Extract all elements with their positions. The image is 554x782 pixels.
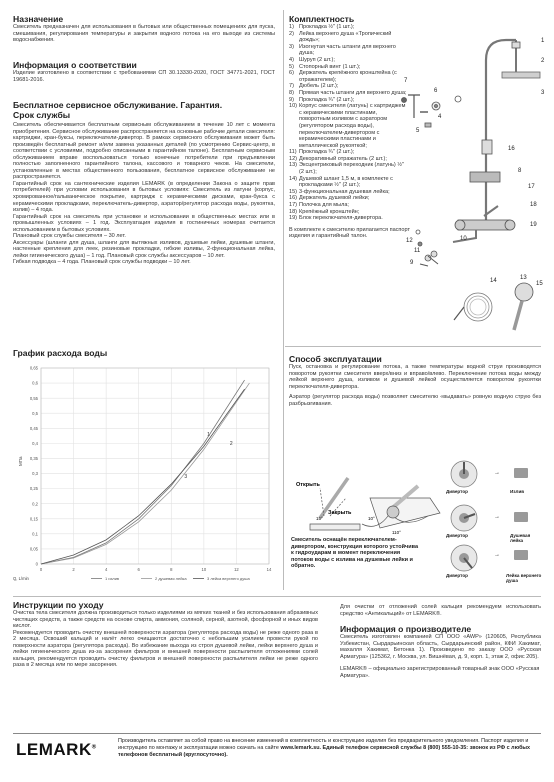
spout-icon bbox=[514, 468, 528, 478]
angle-label: 110° bbox=[392, 530, 401, 535]
x-tick-label: 10 bbox=[201, 567, 207, 572]
purpose-section bbox=[13, 14, 275, 44]
kit-item bbox=[289, 195, 407, 202]
callout-number: 18 bbox=[530, 202, 537, 208]
kit-item-text: Шуруп (2 шт.); bbox=[299, 56, 335, 63]
kit-item bbox=[289, 209, 407, 216]
brand-mark: ® bbox=[91, 744, 97, 751]
kit-item-text: Корпус смесителя (латунь) с картриджем с керамическими пластинами, поворотным изливом с аэратором (регулятором расхода воды), переключателем-дивертором с керамическими пластинами и металлической рукояткой; bbox=[299, 103, 406, 149]
dial-label: Дивертор bbox=[446, 533, 468, 538]
callout-number: 15 bbox=[536, 281, 543, 287]
kit-list bbox=[289, 24, 407, 222]
kit-item-text: Крепёжный кронштейн; bbox=[299, 208, 360, 215]
kit-item-text: Прокладка ¾" (2 шт.); bbox=[299, 96, 355, 103]
kit-item-number: 16) bbox=[289, 195, 298, 202]
callout-number: 19 bbox=[530, 222, 537, 228]
operation-title: Способ эксплуатации bbox=[289, 354, 382, 364]
kit-item-number: 18) bbox=[289, 208, 298, 215]
kit-item-text: Полочка для мыла; bbox=[299, 202, 349, 209]
kit-item-text: Держатель душевой лейки; bbox=[299, 195, 370, 202]
aerator-text: Аэратор (регулятор расхода воды) позволяет смесителю «выдавать» ровную водную струю без разбрызгивания. bbox=[289, 394, 541, 407]
callout-number: 16 bbox=[508, 146, 515, 152]
conformity-text: Изделие изготовлено в соответствии с требованиями СП 30.13330-2020, ГОСТ 34771-2021, ГОСТ 19681-2016. bbox=[13, 70, 275, 83]
mode-output-label: Лейка верхнего душа bbox=[506, 573, 542, 584]
rain-shower-icon bbox=[514, 550, 528, 560]
series-label: 3 bbox=[184, 474, 188, 481]
y-tick-label: 0,35 bbox=[29, 456, 38, 462]
close-label: Закрыть bbox=[328, 510, 352, 516]
x-tick-label: 4 bbox=[104, 567, 108, 572]
kit-item-number: 10) bbox=[289, 103, 298, 110]
kit-title: Комплектность bbox=[289, 14, 355, 24]
kit-item-number: 6) bbox=[289, 70, 294, 77]
purpose-text: Смеситель предназначен для использования в бытовых или общественных помещениях для пуска, смешивания, регулирования температуры и закрытия водного потока на его выходе из системы водоснабжения. bbox=[13, 24, 275, 44]
callout-number: 14 bbox=[490, 278, 497, 284]
arrow-icon: → bbox=[494, 514, 500, 520]
y-tick-label: 0,25 bbox=[29, 486, 38, 492]
conformity-title: Информация о соответствии bbox=[13, 60, 137, 70]
callout-number: 6 bbox=[434, 88, 438, 94]
kit-item-number: 8) bbox=[289, 89, 294, 96]
callout-number: 3 bbox=[541, 90, 545, 96]
mode-output-label: Излив bbox=[510, 489, 525, 494]
warranty-paragraph: Гарантийный срок на смеситель при установке и использовании в общественных местах или в промышленных условиях – 1 год. Эксплуатация изделия в гостиничных номерах считается использованием в бытовых условиях. bbox=[13, 213, 275, 233]
y-tick-label: 0,45 bbox=[29, 425, 38, 431]
warranty-paragraph: Плановый срок службы смесителя – 30 лет. bbox=[13, 233, 126, 240]
kit-item-text: Блок переключателя-дивертора. bbox=[299, 215, 383, 222]
care-title: Инструкции по уходу bbox=[13, 600, 104, 610]
kit-item-number: 3) bbox=[289, 43, 294, 50]
x-tick-label: 2 bbox=[72, 567, 75, 572]
warranty-paragraph: Аксессуары (шланги для душа, шланги для вытяжных изливов, душевые лейки, душевые штанги, настенные крепления для леек, резиновые прокладки, гибкие изливы, 2-функциональная лейка, лейки гигиенического душа) – 1 год. Плановый срок службы аксессуаров – 10 лет. bbox=[13, 239, 275, 259]
kit-item-number: 14) bbox=[289, 175, 298, 182]
y-tick-label: 0,55 bbox=[29, 395, 38, 401]
callout-number: 4 bbox=[438, 114, 442, 120]
kit-item-number: 17) bbox=[289, 202, 298, 209]
kit-item bbox=[289, 31, 407, 44]
kit-item-number: 13) bbox=[289, 162, 298, 169]
kit-item-text: Прокладка ¾" (2 шт.); bbox=[299, 149, 355, 156]
kit-item-text: Стопорный винт (1 шт.); bbox=[299, 63, 361, 70]
care-paragraph: Очистка тела смесителя должна производиться только изделиями из мягких тканей и без использования абразивных чистящих средств, а также средств на основе спирта, аммония, соляной, серной, азотной, фосфорной и иных видов кислот. bbox=[13, 610, 318, 630]
y-tick-label: 0 bbox=[35, 561, 38, 567]
legend-item: 1 излив bbox=[105, 576, 120, 581]
y-tick-label: 0,1 bbox=[32, 531, 38, 537]
kit-item-number: 19) bbox=[289, 215, 298, 222]
kit-item bbox=[289, 70, 407, 83]
callout-number: 12 bbox=[406, 238, 413, 244]
kit-section bbox=[289, 14, 411, 240]
kit-item-number: 15) bbox=[289, 188, 298, 195]
mode-row bbox=[444, 502, 544, 542]
y-tick-label: 0,15 bbox=[29, 516, 38, 522]
series-label: 2 bbox=[229, 440, 233, 447]
kit-item-text: Держатель крепёжного кронштейна (с отражателем); bbox=[299, 70, 397, 83]
diverter-note: Смеситель оснащён переключателем-дивертором, конструкция которого устойчива к гидроударам в момент переключения потоков воды с излива на душевые лейки и обратно. bbox=[291, 537, 419, 570]
kit-item bbox=[289, 149, 407, 156]
x-tick-label: 0 bbox=[39, 567, 43, 572]
y-tick-label: 0,2 bbox=[32, 501, 38, 507]
series-line bbox=[41, 389, 245, 564]
callout-number: 5 bbox=[416, 128, 420, 134]
callout-number: 10 bbox=[460, 236, 467, 242]
kit-item-number: 12) bbox=[289, 155, 298, 162]
arrow-icon: → bbox=[494, 552, 500, 558]
x-tick-label: 6 bbox=[137, 567, 140, 572]
kit-item-text: 3-функциональная душевая лейка; bbox=[299, 188, 390, 195]
kit-item-text: Изогнутая часть штанги для верхнего душа; bbox=[299, 43, 396, 57]
y-tick-label: 0,05 bbox=[29, 546, 38, 552]
legend-item: 2 душевая лейка bbox=[155, 576, 187, 581]
kit-item-number: 5) bbox=[289, 63, 294, 70]
mode-output-label: Душевая лейка bbox=[510, 533, 531, 543]
manufacturer-text: Смеситель изготовлен компанией СП ООО «AWP» (120605, Республика Узбекистан, Сырдарьинская область, Сырдарьинский район, КФИ Хакимат, махалля Хакимат, Бетонка 1). Произведено по заказу ООО «Русская Арматура» (125362, г. Москва, ул. Вишнёвая, д. 9, корп. 1, этаж 2, офис 205). bbox=[340, 634, 541, 660]
kit-item bbox=[289, 103, 407, 149]
warranty-paragraph: Смеситель обеспечивается бесплатным сервисным обслуживанием в течение 10 лет с момента приобретения. Сервисное обслуживание распространяется на основные рабочие детали смесителя: картриджи, кран-буксы, переключатели-дивертор. В рамках сервисного обслуживания может быть произведён бесплатный ремонт и/или замена указанных деталей (по усмотрению Сервис-центр, в соответствии с условиями, подробно описанными в гарантийном талоне). Бесплатным сервисным обслуживанием вправе воспользоваться только конечные потребители при предъявлении полностью заполненного гарантийного талона, кассового и товарного чеков. На смесители, установленные в местах общественного пользования, бесплатное сервисное обслуживание не распространяется. bbox=[13, 122, 275, 181]
kit-item bbox=[289, 97, 407, 104]
brand-name: LEMARK bbox=[16, 740, 92, 759]
footer-divider bbox=[13, 733, 541, 734]
series-label: 1 bbox=[207, 431, 210, 438]
x-tick-label: 14 bbox=[266, 567, 272, 572]
conformity-section bbox=[13, 60, 275, 83]
x-axis-label: Q, L/min bbox=[13, 576, 29, 581]
kit-item bbox=[289, 83, 407, 90]
kit-item-text: Дюбель (2 шт.); bbox=[299, 83, 339, 90]
brand-logo bbox=[16, 740, 97, 760]
product-drawing bbox=[398, 20, 548, 345]
section-divider bbox=[285, 346, 541, 347]
footer-line: . Единый телефон сервисной службы 8 (800) 555-10-35: звонок из РФ с любых телефонов бесплатный (круглосуточно). bbox=[118, 745, 531, 758]
y-tick-label: 0,5 bbox=[32, 410, 38, 416]
x-tick-label: 8 bbox=[170, 567, 173, 572]
angle-label: 10° bbox=[368, 516, 375, 521]
operation-text: Пуск, остановка и регулирование потока, а также температуры водной струи производятся поворотом рукоятки смесителя вверх/вниз и вправо/влево. Переключение потока воды между лейкой верхнего душа, изливом и душевой лейкой осуществляется поворотом рукоятки переключателя-дивертора. bbox=[289, 364, 541, 390]
operation-section bbox=[289, 354, 541, 407]
callout-number: 11 bbox=[414, 248, 421, 254]
calcium-text: Для очистки от отложений солей кальция рекомендуем использовать средство «Антикальций» от LEMARK®. bbox=[340, 604, 541, 617]
callout-number: 13 bbox=[520, 275, 527, 281]
callout-number: 17 bbox=[528, 184, 535, 190]
kit-item-number: 11) bbox=[289, 149, 297, 156]
y-tick-label: 0,4 bbox=[32, 440, 38, 446]
kit-item bbox=[289, 215, 407, 222]
hand-shower-icon bbox=[514, 512, 528, 522]
mode-row bbox=[444, 542, 544, 590]
warranty-paragraph: Гибкая подводка – 4 года. Плановый срок службы подводки – 10 лет. bbox=[13, 259, 191, 266]
flow-chart bbox=[13, 362, 275, 592]
y-tick-label: 0,6 bbox=[32, 380, 38, 386]
care-section bbox=[13, 600, 318, 669]
kit-item-text: Эксцентриковый переходник (латунь) ½" (2 шт.); bbox=[299, 162, 404, 176]
mode-row bbox=[444, 456, 544, 502]
kit-item bbox=[289, 44, 407, 57]
kit-item bbox=[289, 176, 407, 189]
care-paragraph: Рекомендуется проводить очистку внешней поверхности аэратора (регулятора расхода воды) не реже одного раза в 2 месяца. Освоший кальций и налёт легко очищаются достаточно с небольшим усилием провести рукой по поверхности аэратора (регулятора расхода). Во избежание выхода из строя душевой лейки, лейки верхнего душа и лейки гигиенического душа из-за засорения фильтров и внешней поверхности распылителя отложениями солей кальция, рекомендуется проводить очистку фильтров и внешней поверхности распылителя лейки не реже одного раза в 2 месяца или по мере засорения. bbox=[13, 629, 318, 669]
callout-number: 2 bbox=[541, 58, 545, 64]
footer-line: Производитель оставляет за собой право на внесение изменений в комплектность и конструкцию изделия без предварительного уведомления. Паспорт изделия и инструкцию по монтажу и эксплуатации можно скачать на сайте bbox=[118, 738, 529, 751]
angle-label: 15° bbox=[316, 516, 323, 521]
kit-item-text: Прокладка ½" (1 шт.); bbox=[299, 24, 355, 30]
kit-item-text: Прямая часть штанги для верхнего душа; bbox=[299, 89, 407, 96]
kit-item bbox=[289, 202, 407, 209]
callout-number: 8 bbox=[518, 168, 522, 174]
warranty-paragraph: Гарантийный срок на сантехнические изделия LEMARK (в определении Закона о защите прав потребителей) при условии использования в бытовых условиях: Смеситель из латуни (корпус, хромированное/гальваническое покрытие, картридж с керамическими дисками, кран-букса с керамическими прокладками, переключатель-дивертор, аэратор/регулятор расхода воды, рукоятка, излив) – 4 года. bbox=[13, 180, 275, 214]
legend-item: 3 лейка верхнего душа bbox=[207, 576, 250, 581]
kit-item bbox=[289, 90, 407, 97]
section-divider bbox=[13, 596, 541, 597]
kit-item-text: Лейка верхнего душа «Тропический дождь»; bbox=[299, 30, 392, 44]
dial-label: Дивертор bbox=[446, 573, 468, 578]
plot-frame bbox=[41, 368, 269, 564]
kit-item-text: Душевой шланг 1,5 м, в комплекте с прокладками ½" (2 шт.); bbox=[299, 175, 393, 189]
y-tick-label: 0,3 bbox=[32, 471, 38, 477]
callout-number: 1 bbox=[541, 38, 545, 44]
kit-item-number: 1) bbox=[289, 24, 294, 30]
kit-item-number: 4) bbox=[289, 56, 294, 63]
kit-item-number: 2) bbox=[289, 30, 294, 37]
rotation-diagram bbox=[290, 458, 445, 536]
column-divider bbox=[283, 10, 284, 590]
chart-section-title: График расхода воды bbox=[13, 348, 108, 358]
warranty-title: Бесплатное сервисное обслуживание. Гарантия. Срок службы bbox=[13, 100, 223, 120]
arrow-icon: → bbox=[494, 470, 500, 476]
chart-section bbox=[13, 348, 107, 358]
series-line bbox=[41, 380, 245, 564]
kit-item bbox=[289, 24, 407, 31]
dial-label: Дивертор bbox=[446, 489, 468, 494]
diverter-modes bbox=[444, 456, 544, 590]
trademark-text: LEMARK® – официально зарегистрированный товарный знак ООО «Русская Арматура». bbox=[340, 666, 540, 679]
warranty-section bbox=[13, 100, 275, 266]
callout-number: 7 bbox=[404, 78, 408, 84]
y-tick-label: 0,65 bbox=[29, 365, 38, 371]
footer-text bbox=[118, 738, 542, 759]
manufacturer-section bbox=[340, 604, 541, 679]
callout-number: 9 bbox=[410, 260, 414, 266]
site-link[interactable]: www.lemark.su bbox=[280, 745, 320, 751]
x-tick-label: 12 bbox=[234, 567, 239, 572]
kit-item bbox=[289, 162, 407, 175]
kit-item bbox=[289, 57, 407, 64]
open-label: Открыть bbox=[296, 482, 320, 488]
y-axis-label: МПа bbox=[18, 456, 23, 466]
kit-item-number: 9) bbox=[289, 96, 294, 103]
manufacturer-title: Информация о производителе bbox=[340, 624, 472, 635]
kit-item-number: 7) bbox=[289, 83, 294, 90]
kit-item-text: Декоративный отражатель (2 шт.); bbox=[299, 155, 387, 162]
kit-note: В комплекте к смесителю прилагается паспорт изделия и гарантийный талон. bbox=[289, 226, 411, 240]
purpose-title: Назначение bbox=[13, 14, 64, 24]
